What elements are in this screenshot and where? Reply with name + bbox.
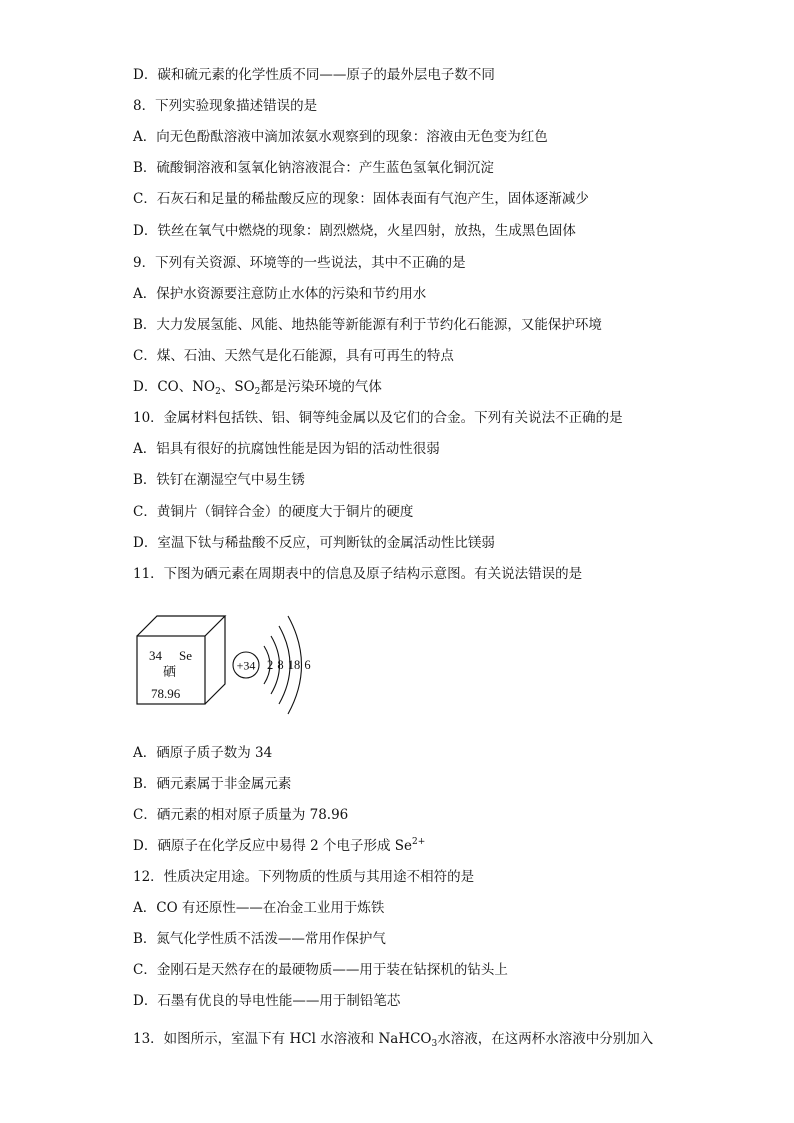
option-9c: C．煤、石油、天然气是化石能源，具有可再生的特点: [133, 348, 454, 364]
element-name: 硒: [163, 664, 177, 679]
question-13-prefix: 13．如图所示，室温下有 HCl 水溶液和 NaHCO: [133, 1031, 432, 1047]
atomic-mass: 78.96: [151, 686, 181, 701]
option-7d: D．碳和硫元素的化学性质不同——原子的最外层电子数不同: [133, 67, 495, 83]
nucleus-charge: +34: [236, 658, 256, 673]
selenium-figure: [133, 600, 333, 730]
nahco3-subscript: 3: [431, 1039, 438, 1049]
option-9b: B．大力发展氢能、风能、地热能等新能源有利于节约化石能源，又能保护环境: [133, 317, 602, 333]
option-12d: D．石墨有优良的导电性能——用于制铅笔芯: [133, 993, 401, 1009]
selenium-diagram: [133, 600, 333, 730]
option-11b: B．硒元素属于非金属元素: [133, 776, 292, 792]
ion-charge-superscript: 2+: [412, 837, 426, 847]
option-10d: D．室温下钛与稀盐酸不反应，可判断钛的金属活动性比镁弱: [133, 535, 495, 551]
option-9d-suffix: 都是污染环境的气体: [260, 379, 382, 395]
atomic-number: 34: [149, 648, 162, 663]
element-symbol: Se: [179, 648, 192, 663]
option-8d: D．铁丝在氧气中燃烧的现象：剧烈燃烧，火星四射，放热，生成黑色固体: [133, 223, 576, 239]
option-12c: C．金刚石是天然存在的最硬物质——用于装在钻探机的钻头上: [133, 962, 508, 978]
no2-subscript: 2: [215, 387, 221, 397]
option-10a: A．铝具有很好的抗腐蚀性能是因为铝的活动性很弱: [133, 441, 440, 457]
question-9: 9．下列有关资源、环境等的一些说法，其中不正确的是: [133, 255, 466, 271]
question-11: 11．下图为硒元素在周期表中的信息及原子结构示意图。有关说法错误的是: [133, 566, 583, 582]
question-13: [133, 1030, 653, 1048]
option-11d-prefix: D．硒原子在化学反应中易得 2 个电子形成 Se: [133, 838, 413, 854]
electron-counts: 2 8 18 6: [267, 658, 311, 672]
so2-subscript: 2: [254, 387, 261, 397]
option-11c: C．硒元素的相对原子质量为 78.96: [133, 807, 349, 823]
question-8: 8．下列实验现象描述错误的是: [133, 98, 318, 114]
option-9a: A．保护水资源要注意防止水体的污染和节约用水: [133, 286, 427, 302]
option-8b: B．硫酸铜溶液和氢氧化钠溶液混合：产生蓝色氢氧化铜沉淀: [133, 160, 494, 176]
option-9d-mid: 、SO: [220, 379, 255, 395]
option-10c: C．黄铜片（铜锌合金）的硬度大于铜片的硬度: [133, 504, 414, 520]
option-12b: B．氮气化学性质不活泼——常用作保护气: [133, 931, 386, 947]
option-12a: A．CO 有还原性——在冶金工业用于炼铁: [133, 900, 385, 916]
option-8c: C．石灰石和足量的稀盐酸反应的现象：固体表面有气泡产生，固体逐渐减少: [133, 191, 589, 207]
option-8a: A．向无色酚酞溶液中滴加浓氨水观察到的现象：溶液由无色变为红色: [133, 129, 548, 145]
option-11a: A．硒原子质子数为 34: [133, 745, 273, 761]
option-9d: [133, 378, 382, 396]
option-10b: B．铁钉在潮湿空气中易生锈: [133, 472, 305, 488]
question-13-suffix: 水溶液，在这两杯水溶液中分别加入: [437, 1031, 654, 1047]
question-10: 10．金属材料包括铁、铝、铜等纯金属以及它们的合金。下列有关说法不正确的是: [133, 410, 623, 426]
option-11d: [133, 837, 425, 855]
question-12: 12．性质决定用途。下列物质的性质与其用途不相符的是: [133, 869, 475, 885]
option-9d-prefix: D．CO、NO: [133, 379, 216, 395]
